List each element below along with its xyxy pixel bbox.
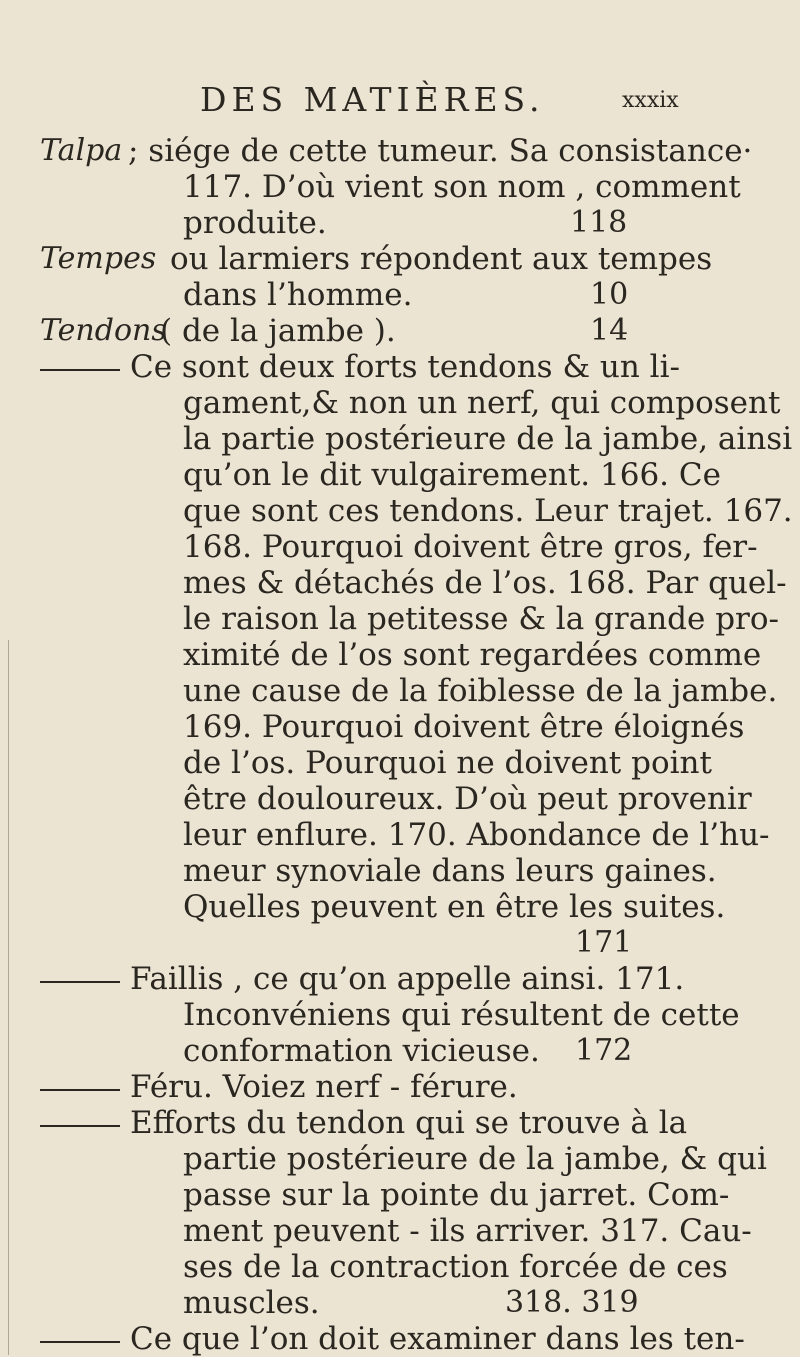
entry-tempes-ref: 10: [590, 277, 629, 312]
entry-tempes-line-2: dans l’homme.: [183, 277, 413, 313]
subentry-1-line-16: Quelles peuvent en être les suites.: [183, 889, 726, 925]
subentry-4-line-4: ment peuvent - ils arriver. 317. Cau-: [183, 1213, 752, 1249]
subentry-1-line-9: ximité de l’os sont regardées comme: [183, 637, 762, 673]
subentry-dash: [40, 369, 120, 371]
entry-term-talpa: Talpa: [40, 133, 123, 168]
subentry-5-line-1: Ce que l’on doit examiner dans les ten-: [130, 1321, 745, 1357]
subentry-4-ref: 318. 319: [505, 1285, 639, 1320]
subentry-3-line-1: Féru. Voiez nerf - férure.: [130, 1069, 518, 1105]
subentry-4-line-2: partie postérieure de la jambe, & qui: [183, 1141, 767, 1177]
subentry-1-line-14: leur enflure. 170. Abondance de l’hu-: [183, 817, 770, 853]
subentry-2-line-3: conformation vicieuse.: [183, 1033, 540, 1069]
entry-talpa-line-2: 117. D’où vient son nom , comment: [183, 169, 741, 205]
subentry-1-line-3: la partie postérieure de la jambe, ainsi: [183, 421, 793, 457]
entry-term-tempes: Tempes: [40, 241, 157, 276]
subentry-1-line-7: mes & détachés de l’os. 168. Par quel-: [183, 565, 787, 601]
subentry-1-line-5: que sont ces tendons. Leur trajet. 167.: [183, 493, 793, 529]
subentry-2-ref: 172: [575, 1033, 633, 1068]
subentry-1-line-15: meur synoviale dans leurs gaines.: [183, 853, 717, 889]
subentry-1-line-6: 168. Pourquoi doivent être gros, fer-: [183, 529, 758, 565]
subentry-1-line-2: gament,& non un nerf, qui composent: [183, 385, 781, 421]
subentry-dash: [40, 1341, 120, 1343]
entry-talpa-line-3: produite.: [183, 205, 327, 241]
subentry-2-line-1: Faillis , ce qu’on appelle ainsi. 171.: [130, 961, 685, 997]
subentry-dash: [40, 1089, 120, 1091]
entry-talpa-ref: 118: [570, 205, 628, 240]
entry-talpa-line-1: ; siége de cette tumeur. Sa consistance·: [128, 133, 753, 169]
subentry-4-line-6: muscles.: [183, 1285, 320, 1321]
subentry-1-ref: 171: [575, 925, 633, 960]
subentry-1-line-13: être douloureux. D’où peut provenir: [183, 781, 752, 817]
subentry-1-line-11: 169. Pourquoi doivent être éloignés: [183, 709, 745, 745]
entry-term-tendons: Tendons: [40, 313, 167, 348]
binding-edge-line: [8, 640, 9, 1355]
subentry-1-line-8: le raison la petitesse & la grande pro-: [183, 601, 780, 637]
subentry-2-line-2: Inconvéniens qui résultent de cette: [183, 997, 740, 1033]
subentry-4-line-5: ses de la contraction forcée de ces: [183, 1249, 728, 1285]
entry-tendons-line-1: ( de la jambe ).: [160, 313, 396, 349]
subentry-1-line-4: qu’on le dit vulgairement. 166. Ce: [183, 457, 721, 493]
subentry-4-line-3: passe sur la pointe du jarret. Com-: [183, 1177, 730, 1213]
subentry-dash: [40, 1125, 120, 1127]
entry-tendons-ref: 14: [590, 313, 629, 348]
subentry-1-line-1: Ce sont deux forts tendons & un li-: [130, 349, 680, 385]
subentry-1-line-10: une cause de la foiblesse de la jambe.: [183, 673, 778, 709]
running-title: DES MATIÈRES.: [200, 80, 545, 119]
page-number: xxxix: [622, 88, 679, 113]
subentry-4-line-1: Efforts du tendon qui se trouve à la: [130, 1105, 688, 1141]
entry-tempes-line-1: ou larmiers répondent aux tempes: [170, 241, 713, 277]
page-header: [0, 80, 800, 120]
subentry-dash: [40, 981, 120, 983]
subentry-1-line-12: de l’os. Pourquoi ne doivent point: [183, 745, 712, 781]
